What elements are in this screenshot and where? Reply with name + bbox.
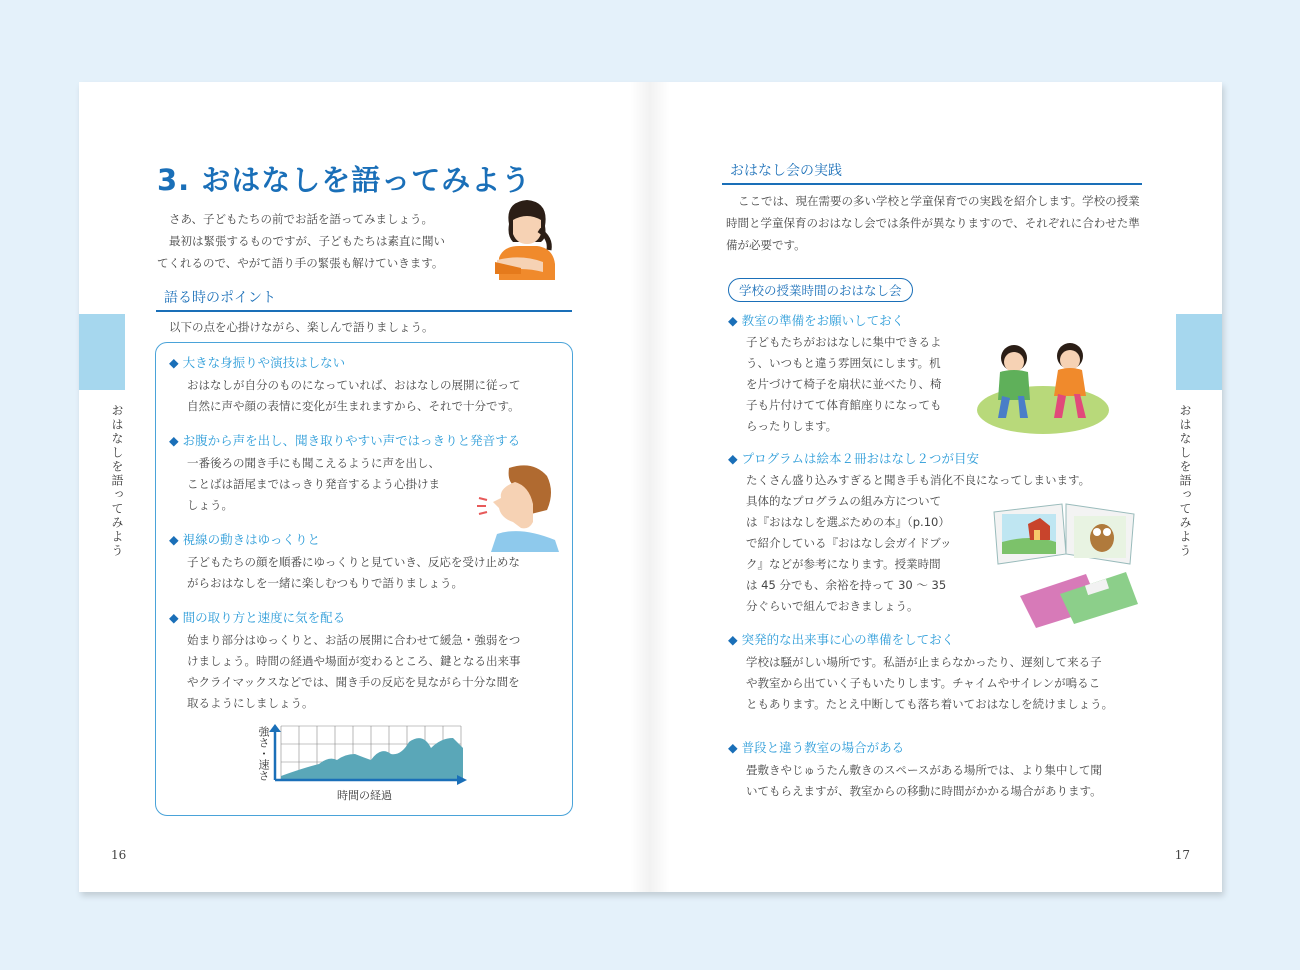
point-body: 始まり部分はゆっくりと、お話の展開に合わせて緩急・強弱をつ けましょう。時間の経過や場面が変わるところ、鍵となる出来事 やクライマックスなどでは、聞き手の反応を見ながら十分な間を 取るようにしましょう。 [187,633,521,710]
page-number: 16 [111,848,127,862]
chart-y-label: 強さ・速さ [257,726,270,781]
girl-illustration [491,194,561,280]
diamond-bullet-icon: ◆ [169,355,179,370]
section-lead: 以下の点を心掛けながら、楽しんで語りましょう。 [169,320,434,334]
section-heading: 語る時のポイント [156,287,572,312]
point-body: 学校は騒がしい場所です。私語が止まらなかったり、遅刻して来る子 や教室から出ていく子もいたりします。チャイムやサイレンが鳴るこ ともあります。たとえ中断しても落ち着いておはなしを続けましょう。 [746,655,1114,711]
page-number: 17 [1174,848,1190,862]
intro-line: てくれるので、やがて語り手の緊張も解けていきます。 [157,256,444,270]
diamond-bullet-icon: ◆ [169,433,179,448]
subsection-label: 学校の授業時間のおはなし会 [728,278,913,302]
point-heading: ◆ 間の取り方と速度に気を配る [169,610,346,625]
chapter-tab [79,314,125,390]
diamond-bullet-icon: ◆ [728,632,738,647]
children-sitting-illustration [974,338,1112,436]
chapter-tab [1176,314,1222,390]
intro-line: 最初は緊張するものですが、子どもたちは素直に聞い [169,234,445,248]
point-heading: ◆ 突発的な出来事に心の準備をしておく [728,632,955,647]
chart-x-label: 時間の経過 [337,789,392,802]
point-heading: ◆ 教室の準備をお願いしておく [728,313,905,328]
diamond-bullet-icon: ◆ [728,451,738,466]
left-page [79,82,650,892]
point-body: たくさん盛り込みすぎると聞き手も消化不良になってしまいます。 具体的なプログラムの組み方について は『おはなしを選ぶための本』（p.10） で紹介している『おはなし会ガイドブッ ク』などが参考になります。授業時間 は 45 分でも、余裕を持って 30 ～ 35 分ぐらいで組んでおきましょう。 [746,473,1091,613]
point-heading: ◆ 大きな身振りや演技はしない [169,355,346,370]
point-body: 子どもたちの顔を順番にゆっくりと見ていき、反応を受け止めな がらおはなしを一緒に楽しむつもりで語りましょう。 [187,555,520,590]
point-heading: ◆ 視線の動きはゆっくりと [169,532,321,547]
point-heading: ◆ お腹から声を出し、聞き取りやすい声ではっきりと発音する [169,433,521,448]
side-label: おはなしを語ってみよう [1178,404,1192,558]
book-spread [79,82,1222,892]
point-body: おはなしが自分のものになっていれば、おはなしの展開に従って 自然に声や顔の表情に変化が生まれますから、それで十分です。 [187,378,521,413]
diamond-bullet-icon: ◆ [728,740,738,755]
point-heading: ◆ 普段と違う教室の場合がある [728,740,905,755]
intro-line: さあ、子どもたちの前でお話を語ってみましょう。 [169,212,434,226]
side-label: おはなしを語ってみよう [110,404,124,558]
diamond-bullet-icon: ◆ [169,532,179,547]
page-title: 3. おはなしを語ってみよう [157,163,532,197]
diamond-bullet-icon: ◆ [169,610,179,625]
point-heading: ◆ プログラムは絵本２冊おはなし２つが目安 [728,451,980,466]
point-body: 畳敷きやじゅうたん敷きのスペースがある場所では、より集中して聞 いてもらえますが、教室からの移動に時間がかかる場合があります。 [746,763,1102,798]
intro-paragraph: ここでは、現在需要の多い学校と学童保育での実践を紹介します。学校の授業時間と学童保育のおはなし会では条件が異なりますので、それぞれに合わせた準備が必要です。 [726,194,1140,252]
intro-paragraph [157,208,487,274]
point-body: 子どもたちがおはなしに集中できるよ う、いつもと違う雰囲気にします。机 を片づけて椅子を扇状に並べたり、椅 子も片付けてて体育館座りになっても らったりします。 [746,335,942,433]
right-page [650,82,1222,892]
point-body: 一番後ろの聞き手にも聞こえるように声を出し、 ことばは語尾まではっきり発音するよう心掛けま しょう。 [187,456,440,512]
speaking-person-illustration [471,462,559,552]
diamond-bullet-icon: ◆ [728,313,738,328]
section-heading: おはなし会の実践 [722,160,1142,185]
picture-books-illustration [990,498,1140,628]
